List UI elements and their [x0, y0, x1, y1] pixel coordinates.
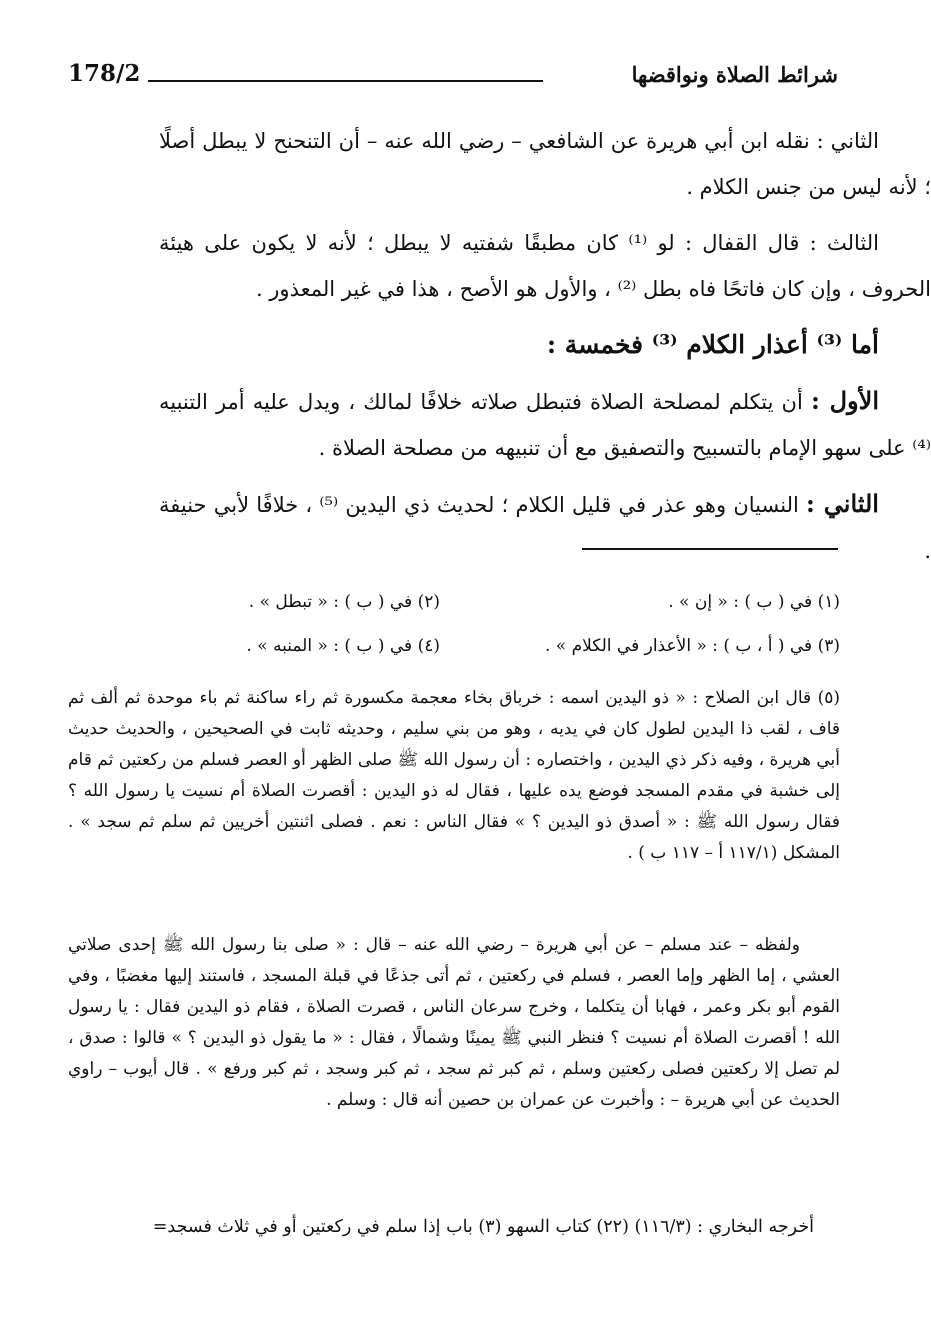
paragraph-text: أن يتكلم لمصلحة الصلاة فتبطل صلاته خلافًا لمالك ، ويدل عليه أمر التنبيه ⁽⁴⁾ على سهو الإمام بالتسبيح والتصفيق مع أن تنبيهه من مصلحة الصلاة . — [159, 390, 931, 460]
paragraph-text: النسيان وهو عذر في قليل الكلام ؛ لحديث ذي اليدين ⁽⁵⁾ ، خلافًا لأبي حنيفة . — [159, 493, 931, 563]
page-header — [68, 58, 838, 98]
footnote-5-text: (٥) قال ابن الصلاح : « ذو اليدين اسمه : خرباق بخاء معجمة مكسورة ثم راء ساكنة ثم باء موحدة ثم ألف ثم قاف ، لقب ذا اليدين لطول كان في يديه ، وهو من بني سليم ، وحديثه ثابت في الصحيحين ، والحديث حديث أبي هريرة ، وفيه ذكر ذي اليدين ، واختصاره : أن رسول الله ﷺ صلى الظهر أو العصر فسلم من ركعتين ثم قام إلى خشبة في مقدم المسجد فوضع يده عليها ، فقال له ذو اليدين : أقصرت الصلاة أم نسيت يا رسول الله ؟ فقال رسول الله ﷺ : « أصدق ذو اليدين ؟ » فقال الناس : نعم . فصلى اثنتين أخريين ثم سلم ثم سجد » . المشكل (١١٧/١ أ – ١١٧ ب ) . — [68, 688, 841, 863]
footnote-2: (٢) في ( ب ) : « تبطل » . — [248, 592, 440, 612]
footnotes-short — [68, 580, 840, 668]
running-title: شرائط الصلاة ونواقضها — [631, 62, 838, 87]
paragraph-third-opinion: الثالث : قال القفال : لو ⁽¹⁾ كان مطبقًا شفتيه لا يبطل ؛ لأنه لا يكون على هيئة الحروف ، وإن كان فاتحًا فاه بطل ⁽²⁾ ، والأول هو الأصح ، هذا في غير المعذور . — [159, 231, 931, 301]
footnote-separator — [582, 548, 838, 550]
paragraph-first-excuse — [159, 378, 931, 471]
footnote-row — [68, 580, 840, 624]
section-heading: أما ⁽³⁾ أعذار الكلام ⁽³⁾ فخمسة : — [546, 330, 879, 359]
footnote-5-bukhari — [68, 1212, 840, 1243]
footnote-5-bukhari-text: أخرجه البخاري : (١١٦/٣) (٢٢) كتاب السهو (٣) باب إذا سلم في ركعتين أو في ثلاث فسجد= — [152, 1217, 814, 1237]
footnote-5 — [68, 683, 840, 869]
footnote-5-continued — [68, 930, 840, 1116]
footnote-4: (٤) في ( ب ) : « المنبه » . — [246, 636, 440, 656]
lead-word: الثاني : — [806, 489, 879, 518]
footnote-row — [68, 624, 840, 668]
paragraph-second-opinion: الثاني : نقله ابن أبي هريرة عن الشافعي – رضي الله عنه – أن التنحنح لا يبطل أصلًا ؛ لأنه ليس من جنس الكلام . — [159, 129, 931, 199]
page-number: 178/2 — [68, 60, 141, 87]
main-text — [159, 118, 931, 584]
paragraph-second-excuse — [159, 481, 931, 574]
lead-word: الأول : — [810, 386, 879, 415]
footnote-1: (١) في ( ب ) : « إن » . — [668, 592, 840, 612]
footnote-5-muslim-text: ولفظه – عند مسلم – عن أبي هريرة – رضي الله عنه – قال : « صلى بنا رسول الله ﷺ إحدى صلاتي العشي ، إما الظهر وإما العصر ، فسلم في ركعتين ، ثم أتى جذعًا في قبلة المسجد ، فاستند إليها مغضبًا ، وفي القوم أبو بكر وعمر ، فهابا أن يتكلما ، وخرج سرعان الناس ، قصرت الصلاة ، فقام ذو اليدين فقال : يا رسول الله ! أقصرت الصلاة أم نسيت ؟ فنظر النبي ﷺ يمينًا وشمالًا ، فقال : « ما يقول ذو اليدين ؟ » قالوا : صدق ، لم تصل إلا ركعتين فصلى ركعتين وسلم ، ثم كبر ثم سجد ، ثم كبر وسجد ، ثم كبر ورفع » . قال أيوب – راوي الحديث عن أبي هريرة – : وأخبرت عن عمران بن حصين أنه قال : وسلم . — [68, 935, 840, 1110]
header-rule — [148, 80, 543, 82]
footnote-3: (٣) في ( أ ، ب ) : « الأعذار في الكلام » . — [544, 636, 840, 656]
